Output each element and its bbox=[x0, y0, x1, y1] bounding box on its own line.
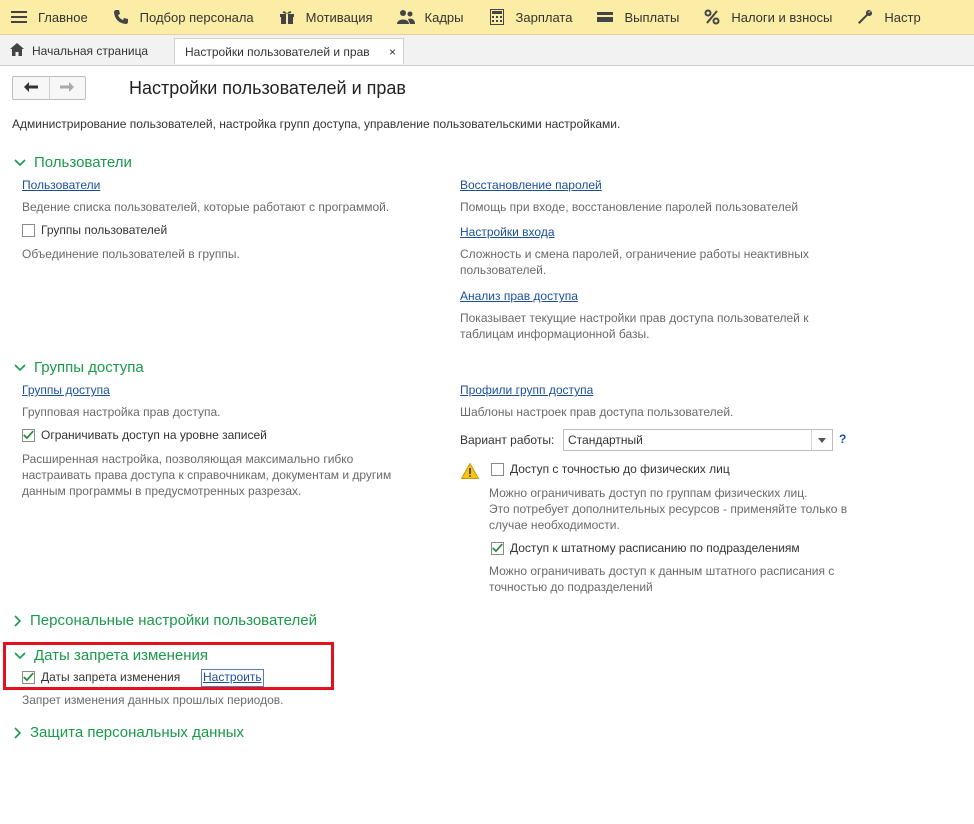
page-subtitle: Администрирование пользователей, настройка групп доступа, управление пользовательскими настройками. bbox=[12, 117, 621, 131]
individuals-access-checkbox[interactable] bbox=[491, 462, 730, 476]
tab-bar bbox=[0, 35, 974, 66]
page-title: Настройки пользователей и прав bbox=[129, 78, 406, 98]
menu-item-main[interactable] bbox=[0, 0, 102, 34]
section-prohibition-dates-header[interactable] bbox=[14, 647, 208, 664]
chevron-right-icon bbox=[14, 727, 22, 739]
close-icon[interactable]: × bbox=[388, 45, 396, 59]
individuals-description-2: Это потребует дополнительных ресурсов - применяйте только в bbox=[489, 502, 848, 516]
login-settings-link[interactable]: Настройки входа bbox=[460, 225, 555, 239]
users-link[interactable]: Пользователи bbox=[22, 178, 101, 192]
chevron-right-icon bbox=[14, 615, 22, 627]
hamburger-icon bbox=[10, 8, 28, 26]
menu-item-payments[interactable] bbox=[586, 0, 693, 34]
dropdown-arrow-icon bbox=[818, 438, 826, 443]
menu-item-settings[interactable] bbox=[846, 0, 934, 34]
chevron-down-icon bbox=[14, 159, 26, 167]
main-menu-bar bbox=[0, 0, 974, 35]
tab-label: Начальная страница bbox=[32, 44, 149, 58]
menu-item-recruitment[interactable] bbox=[102, 0, 268, 34]
forward-button[interactable] bbox=[49, 77, 86, 99]
menu-item-salary[interactable] bbox=[478, 0, 587, 34]
user-groups-description: Объединение пользователей в группы. bbox=[22, 247, 240, 261]
access-group-profiles-description: Шаблоны настроек прав доступа пользователей. bbox=[460, 405, 734, 419]
checkbox-box[interactable] bbox=[22, 671, 35, 684]
checkmark-icon bbox=[492, 542, 503, 554]
chevron-down-icon bbox=[14, 652, 26, 660]
wallet-icon bbox=[596, 8, 614, 26]
record-level-restriction-checkbox[interactable] bbox=[22, 428, 267, 442]
staff-schedule-description-2: точностью до подразделений bbox=[489, 580, 653, 594]
section-access-groups-header[interactable] bbox=[14, 359, 144, 376]
checkbox-label: Доступ к штатному расписанию по подразделениям bbox=[510, 541, 800, 555]
menu-item-taxes[interactable] bbox=[693, 0, 846, 34]
select-value: Стандартный bbox=[568, 433, 643, 447]
gift-icon bbox=[278, 8, 296, 26]
section-title: Пользователи bbox=[34, 154, 132, 171]
checkbox-box[interactable] bbox=[22, 429, 35, 442]
checkmark-icon bbox=[23, 671, 34, 683]
checkbox-box[interactable] bbox=[491, 463, 504, 476]
login-settings-description-1: Сложность и смена паролей, ограничение работы неактивных bbox=[460, 247, 809, 261]
phone-icon bbox=[112, 8, 130, 26]
section-data-protection-header[interactable] bbox=[14, 724, 244, 741]
access-analysis-link[interactable]: Анализ прав доступа bbox=[460, 289, 578, 303]
chevron-down-icon bbox=[14, 364, 26, 372]
menu-item-label: Налоги и взносы bbox=[731, 9, 833, 25]
calculator-icon bbox=[488, 8, 506, 26]
access-analysis-description-2: таблицам информационной базы. bbox=[460, 327, 650, 341]
menu-item-label: Кадры bbox=[424, 9, 464, 25]
tab-label: Настройки пользователей и прав bbox=[185, 44, 370, 59]
section-title: Группы доступа bbox=[34, 359, 144, 376]
access-group-profiles-link[interactable]: Профили групп доступа bbox=[460, 383, 594, 397]
record-level-description-3: данным программы в предусмотренных разрезах. bbox=[22, 484, 302, 498]
prohibition-dates-description: Запрет изменения данных прошлых периодов. bbox=[22, 693, 284, 707]
menu-item-label: Мотивация bbox=[305, 9, 373, 25]
menu-item-label: Настр bbox=[884, 9, 921, 25]
staff-schedule-description-1: Можно ограничивать доступ к данным штатного расписания с bbox=[489, 564, 835, 578]
checkbox-box[interactable] bbox=[22, 224, 35, 237]
checkbox-label: Доступ с точностью до физических лиц bbox=[510, 462, 730, 476]
checkmark-icon bbox=[23, 429, 34, 441]
section-title: Персональные настройки пользователей bbox=[30, 612, 317, 629]
menu-item-label: Зарплата bbox=[515, 9, 573, 25]
home-icon bbox=[10, 43, 24, 59]
section-users-header[interactable] bbox=[14, 154, 132, 171]
arrow-left-icon bbox=[24, 81, 38, 95]
prohibition-dates-checkbox[interactable] bbox=[22, 670, 180, 684]
tab-user-rights-settings[interactable] bbox=[174, 38, 404, 64]
access-analysis-description-1: Показывает текущие настройки прав доступа пользователей к bbox=[460, 311, 809, 325]
access-groups-link[interactable]: Группы доступа bbox=[22, 383, 110, 397]
work-mode-label: Вариант работы: bbox=[460, 433, 555, 447]
percent-icon bbox=[703, 8, 721, 26]
history-nav bbox=[12, 76, 86, 100]
help-button[interactable]: ? bbox=[839, 432, 847, 446]
user-groups-checkbox[interactable] bbox=[22, 223, 167, 237]
section-personal-settings-header[interactable] bbox=[14, 612, 317, 629]
password-recovery-description: Помощь при входе, восстановление паролей пользователей bbox=[460, 200, 799, 214]
login-settings-description-2: пользователей. bbox=[460, 263, 547, 277]
users-description: Ведение списка пользователей, которые работают с программой. bbox=[22, 200, 390, 214]
back-button[interactable] bbox=[13, 77, 49, 99]
section-title: Даты запрета изменения bbox=[34, 647, 209, 664]
record-level-description-1: Расширенная настройка, позволяющая максимально гибко bbox=[22, 452, 354, 466]
individuals-description-3: случае необходимости. bbox=[489, 518, 620, 532]
configure-link[interactable]: Настроить bbox=[201, 669, 264, 687]
staff-schedule-access-checkbox[interactable] bbox=[491, 541, 800, 555]
tab-home[interactable] bbox=[6, 38, 158, 64]
menu-item-label: Подбор персонала bbox=[139, 9, 254, 25]
checkbox-label: Даты запрета изменения bbox=[41, 670, 181, 684]
individuals-description-1: Можно ограничивать доступ по группам физических лиц. bbox=[489, 486, 808, 500]
people-icon bbox=[397, 8, 415, 26]
checkbox-label: Группы пользователей bbox=[41, 223, 168, 237]
menu-item-label: Выплаты bbox=[624, 9, 680, 25]
menu-item-motivation[interactable] bbox=[268, 0, 387, 34]
work-mode-select[interactable] bbox=[563, 429, 833, 451]
wrench-icon bbox=[856, 8, 874, 26]
access-groups-description: Групповая настройка прав доступа. bbox=[22, 405, 221, 419]
menu-item-hr[interactable] bbox=[387, 0, 478, 34]
warning-icon bbox=[461, 463, 479, 482]
checkbox-box[interactable] bbox=[491, 542, 504, 555]
menu-item-label: Главное bbox=[38, 9, 88, 25]
dropdown-button[interactable] bbox=[811, 430, 832, 450]
record-level-description-2: настраивать права доступа к справочникам, документам и другим bbox=[22, 468, 392, 482]
arrow-right-icon bbox=[60, 81, 74, 95]
section-title: Защита персональных данных bbox=[30, 724, 245, 741]
checkbox-label: Ограничивать доступ на уровне записей bbox=[41, 428, 267, 442]
password-recovery-link[interactable]: Восстановление паролей bbox=[460, 178, 602, 192]
